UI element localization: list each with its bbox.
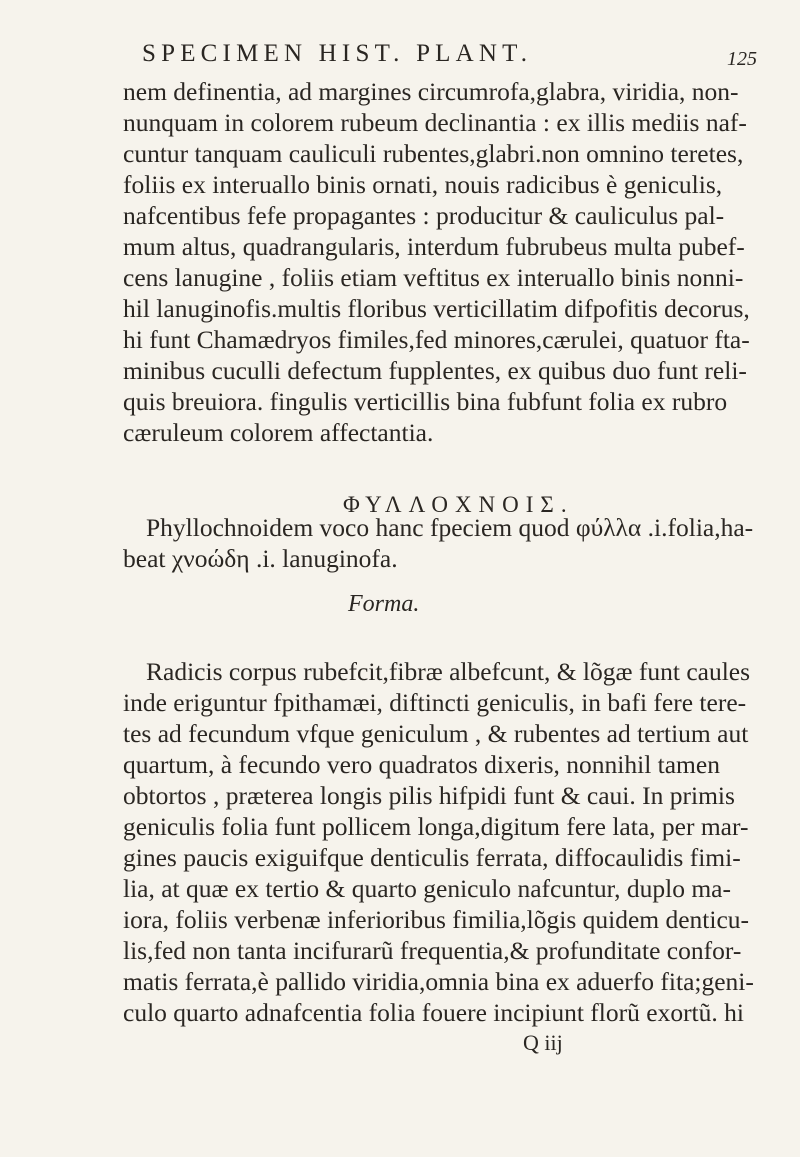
text-line: foliis ex interuallo binis ornati, nouis radicibus è geniculis,: [123, 170, 723, 199]
text-line: beat χνοώδη .i. lanuginofa.: [123, 544, 398, 573]
text-line: Phyllochnoidem voco hanc fpeciem quod φύλλα .i.folia,ha-: [146, 513, 754, 542]
signature-mark: Q iij: [523, 1030, 563, 1055]
text-line: minibus cuculli defectum fupplentes, ex quibus duo funt reli-: [123, 356, 747, 385]
text-line: gines paucis exiguifque denticulis ferrata, diffocaulidis fimi-: [123, 843, 741, 872]
text-line: cuntur tanquam cauliculi rubentes,glabri.non omnino teretes,: [123, 139, 744, 168]
text-line: inde eriguntur fpithamæi, diftincti geniculis, in bafi fere tere-: [123, 688, 747, 717]
text-line: lia, at quæ ex tertio & quarto geniculo nafcuntur, duplo ma-: [123, 874, 731, 903]
text-line: mum altus, quadrangularis, interdum fubrubeus multa pubef-: [123, 232, 745, 261]
text-line: tes ad fecundum vfque geniculum , & rubentes ad tertium aut: [123, 719, 749, 748]
section-heading: ΦΥΛΛΟΧΝΟΙΣ.: [343, 492, 574, 517]
text-line: nem definentia, ad margines circumrofa,glabra, viridia, non-: [123, 77, 739, 106]
text-line: obtortos , præterea longis pilis hifpidi funt & caui. In primis: [123, 781, 735, 810]
section-subheading: Forma.: [348, 591, 420, 617]
text-line: quis breuiora. fingulis verticillis bina fubfunt folia ex rubro: [123, 387, 728, 416]
text-line: quartum, à fecundo vero quadratos dixeris, nonnihil tamen: [123, 750, 720, 779]
text-line: nunquam in colorem rubeum declinantia : ex illis mediis naf-: [123, 108, 747, 137]
text-line: iora, foliis verbenæ inferioribus fimilia,lõgis quidem denticu-: [123, 905, 750, 934]
text-line: Radicis corpus rubefcit,fibræ albefcunt, & lõgæ funt caules: [146, 657, 751, 686]
text-line: hil lanuginofis.multis floribus verticillatim difpofitis decorus,: [123, 294, 750, 323]
text-line: culo quarto adnafcentia folia fouere incipiunt florũ exortũ. hi: [123, 998, 744, 1027]
text-line: matis ferrata,è pallido viridia,omnia bina ex aduerfo fita;geni-: [123, 967, 754, 996]
page-number: 125: [727, 48, 757, 70]
running-head: SPECIMEN HIST. PLANT.: [142, 40, 533, 67]
text-line: hi funt Chamædryos fimiles,fed minores,cærulei, quatuor fta-: [123, 325, 750, 354]
text-line: nafcentibus fefe propagantes : producitur & cauliculus pal-: [123, 201, 725, 230]
text-line: cæruleum colorem affectantia.: [123, 418, 434, 447]
text-line: lis,fed non tanta incifurarũ frequentia,& profunditate confor-: [123, 936, 742, 965]
text-line: cens lanugine , foliis etiam veftitus ex interuallo binis nonni-: [123, 263, 744, 292]
text-line: geniculis folia funt pollicem longa,digitum fere lata, per mar-: [123, 812, 749, 841]
